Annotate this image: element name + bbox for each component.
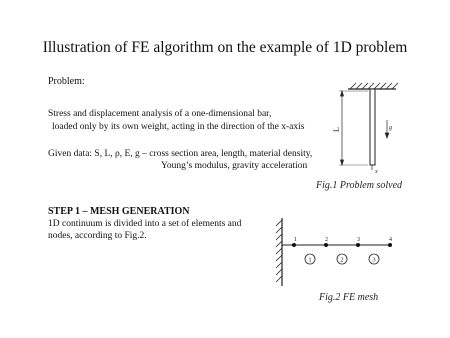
node-label-2: 2	[325, 237, 328, 243]
node-label-1: 1	[294, 237, 297, 243]
length-dimension	[339, 91, 368, 165]
step-1-text-line-2: nodes, according to Fig.2.	[48, 231, 147, 241]
fixed-support-hatching	[348, 83, 398, 89]
problem-statement-line-1: Stress and displacement analysis of a one-dimensional bar,	[48, 109, 272, 119]
gravity-label: g	[389, 125, 392, 131]
problem-label: Problem:	[48, 76, 85, 87]
node-4	[388, 243, 392, 247]
length-label: L	[332, 127, 341, 132]
node-3	[356, 243, 360, 247]
element-label-2: 2	[340, 256, 344, 264]
fig2-caption: Fig.2 FE mesh	[319, 292, 379, 303]
given-data-line-2: Young’s modulus, gravity acceleration	[161, 161, 308, 171]
node-1	[292, 243, 296, 247]
node-2	[324, 243, 328, 247]
node-label-3: 3	[357, 237, 360, 243]
x-axis-label: x	[375, 169, 378, 175]
node-label-4: 4	[389, 237, 392, 243]
given-data-line-1: Given data: S, L, ρ, E, g – cross section area, length, material density,	[48, 149, 313, 159]
element-label-1: 1	[308, 256, 312, 264]
wall-support-hatching	[276, 218, 282, 286]
fig1-caption: Fig.1 Problem solved	[316, 180, 403, 191]
slide-title: Illustration of FE algorithm on the example of 1D problem	[42, 39, 408, 56]
fig1-bar-diagram	[330, 80, 410, 175]
fig2-fe-mesh-diagram	[272, 216, 402, 288]
element-label-3: 3	[372, 256, 376, 264]
bar	[370, 89, 375, 165]
step-1-text-line-1: 1D continuum is divided into a set of elements and	[48, 219, 242, 229]
step-1-heading: STEP 1 – MESH GENERATION	[48, 206, 190, 217]
problem-statement-line-2: loaded only by its own weight, acting in the direction of the x-axis	[52, 122, 305, 132]
